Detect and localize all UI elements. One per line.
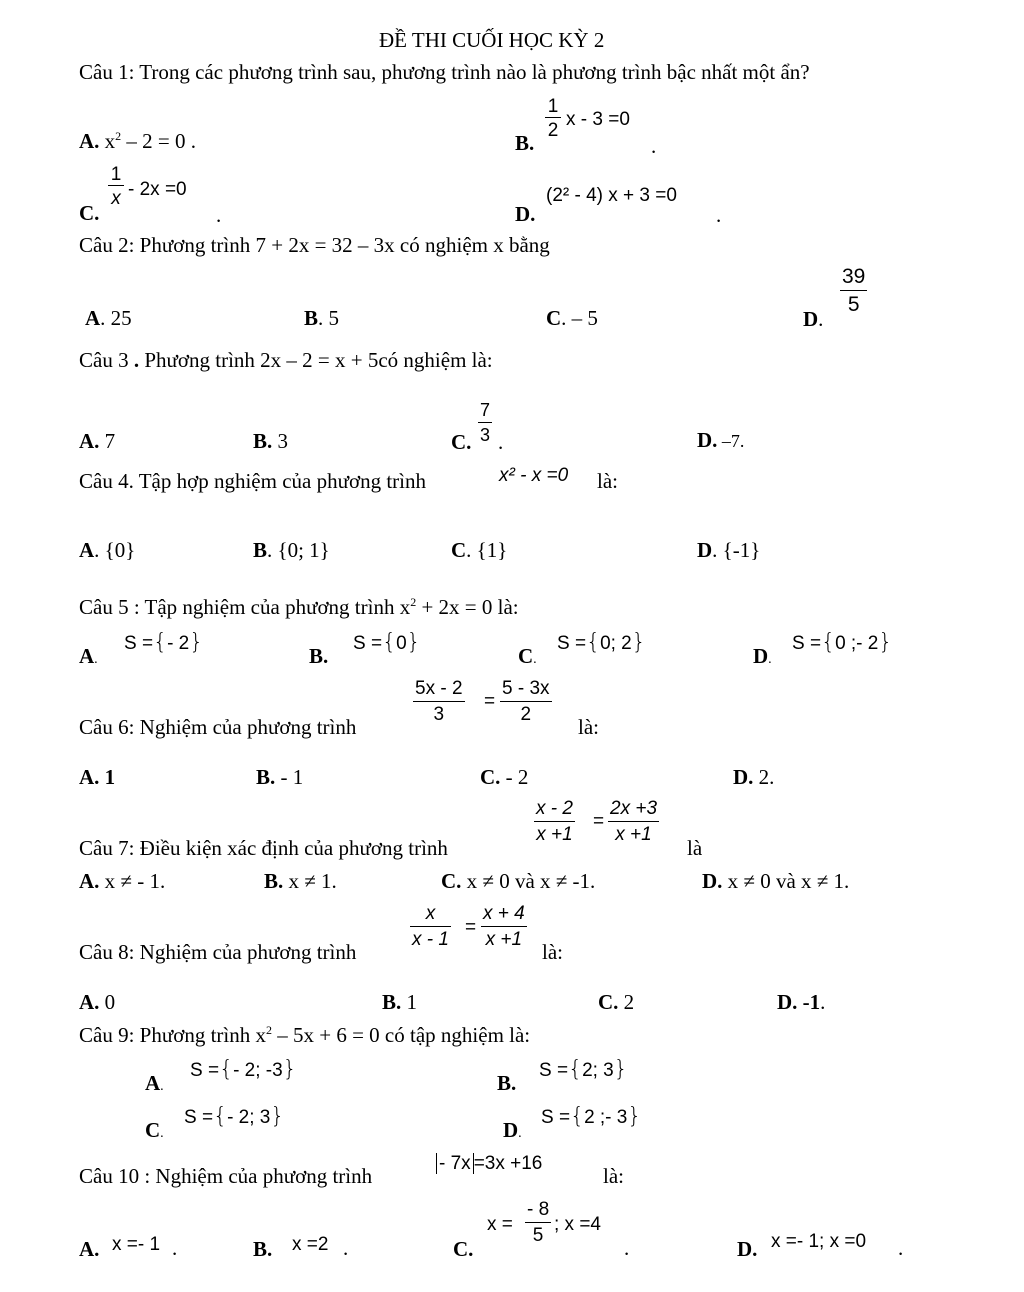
q9-a-val: - 2; -3 [233,1060,283,1081]
q9-b-eq: S = [539,1060,569,1081]
q10-after: là: [603,1164,624,1188]
q10-c-dot: . [624,1236,630,1260]
q7-c-value: x ≠ 0 và x ≠ -1. [461,869,596,893]
q4-equation: x² - x =0 [499,465,569,486]
q3-c-dot: . [498,430,504,454]
q10-b-value: x =2 [292,1234,329,1255]
q3-body: Phương trình 2x – 2 = x + 5có nghiệm là: [139,348,493,372]
q3-a-value: 7 [99,429,116,453]
q9-c-lbrace: { [213,1104,228,1129]
q9-d-label: D [503,1118,519,1142]
q4-c-value: . {1} [466,538,508,562]
q4-option-a [79,540,135,561]
q8-b-value: 1 [401,990,418,1014]
q10-c-label: C. [453,1237,474,1261]
q5-d-lbrace: { [821,630,836,655]
q8-b-label: B. [382,990,402,1014]
q5-c-label: C [518,644,534,668]
page-title: ĐỀ THI CUỐI HỌC KỲ 2 [379,28,605,52]
q4-option-c [451,540,507,561]
q9-b-label: B. [497,1071,517,1095]
q9-body: Câu 9: Phương trình x [79,1023,266,1047]
q1-b-label: B. [515,131,535,155]
q4-b-value: . {0; 1} [267,538,330,562]
q8-c-value: 2 [618,990,635,1014]
q7-c-label: C. [441,869,462,893]
q1-a-exp: 2 [115,129,122,143]
q7-equals: = [593,811,605,832]
q1-a-rest: – 2 = 0 . [121,129,197,153]
q5-c-rbrace: } [631,630,646,655]
q6-after: là: [578,715,599,739]
q8-d-label: D. -1 [777,990,821,1014]
q3-c-den: 3 [480,425,491,445]
q9-c-rbrace: } [270,1104,285,1129]
question-2-text: Câu 2: Phương trình 7 + 2x = 32 – 3x có nghiệm x bằng [79,233,550,257]
q5-b-label: B. [309,644,329,668]
q3-c-fraction [478,401,492,444]
q9-b-set [539,1059,628,1081]
q10-d-dot: . [898,1236,904,1260]
q5-c-dot: . [533,652,537,667]
q5-exp: 2 [410,595,417,609]
q8-option-b [382,992,417,1013]
q10-abs: - 7x [436,1153,474,1174]
q9-a-eq: S = [190,1060,220,1081]
q9-d-set [541,1106,641,1128]
q1-b-dot: . [651,134,657,158]
q3-option-b [253,431,288,452]
q4-b-label: B [253,538,268,562]
q9-a-lbrace: { [219,1057,234,1082]
question-9-text [79,1025,530,1046]
q2-c-label: C [546,306,562,330]
q5-c-set [557,632,646,654]
q10-equation [436,1154,542,1173]
q9-d-eq: S = [541,1107,571,1128]
q3-d-label: D. [697,428,718,452]
q3-b-value: 3 [272,429,289,453]
q3-option-a [79,431,115,452]
q2-d-dot: . [818,307,824,331]
q5-c-eq: S = [557,633,587,654]
q9-exp: 2 [266,1023,272,1037]
q2-b-label: B [304,306,319,330]
q8-left-fraction [410,904,451,949]
q8-r-den: x +1 [485,929,523,950]
q6-r-num: 5 - 3x [500,679,552,702]
q5-c-label-wrap [518,646,537,667]
q1-b-fraction [545,97,561,140]
q5-b-val: 0 [396,633,407,654]
q1-d-eq: (2² - 4) x + 3 =0 [546,185,677,206]
q6-b-label: B. [256,765,276,789]
q5-d-dot: . [768,652,772,667]
q8-l-den: x - 1 [412,929,449,950]
q1-a-x: x [104,129,116,153]
q7-d-label: D. [702,869,723,893]
q5-d-label-wrap [753,646,772,667]
q4-option-d [697,540,760,561]
q7-a-value: x ≠ - 1. [99,869,166,893]
q8-c-label: C. [598,990,619,1014]
q3-d-value: –7. [717,431,745,451]
q3-label: Câu 3 [79,348,129,372]
q10-c-num: - 8 [525,1200,551,1223]
q10-d-value: x =- 1; x =0 [771,1231,867,1252]
q10-d-label: D. [737,1237,758,1261]
q9-c-label: C [145,1118,161,1142]
question-10-text: Câu 10 : Nghiệm của phương trình [79,1164,373,1188]
q10-a-value: x =- 1 [112,1234,161,1255]
q6-left-fraction [413,679,465,724]
q5-a-set [124,632,203,654]
q7-r-den: x +1 [615,824,652,845]
q2-b-value: . 5 [318,306,340,330]
q2-option-c [546,308,598,329]
q4-after: là: [597,469,618,493]
q8-option-c [598,992,634,1013]
q7-l-num: x - 2 [534,799,575,822]
q5-b-lbrace: { [382,630,397,655]
q1-d-label: D. [515,202,536,226]
q9-d-label-wrap [503,1120,522,1141]
q9-d-rbrace: } [627,1104,642,1129]
q5-b-set [353,632,421,654]
q1-c-fraction [108,165,124,208]
q7-right-fraction [608,799,659,844]
q2-d-num: 39 [840,266,867,291]
q6-d-value: 2. [753,765,775,789]
q2-a-value: . 25 [100,306,132,330]
question-1-text: Câu 1: Trong các phương trình sau, phương trình nào là phương trình bậc nhất một ẩn? [79,60,810,84]
q3-c-label: C. [451,430,472,454]
q5-body: Câu 5 : Tập nghiệm của phương trình x [79,595,411,619]
q9-d-lbrace: { [570,1104,585,1129]
q5-d-val: 0 ;- 2 [835,633,879,654]
q1-b-rest: x - 3 =0 [566,109,630,130]
q2-d-den: 5 [847,293,860,316]
q9-c-dot: . [160,1126,164,1141]
q6-r-den: 2 [520,704,532,725]
q7-after: là [687,836,703,860]
q9-d-val: 2 ;- 3 [584,1107,628,1128]
q5-a-val: - 2 [167,633,190,654]
q10-eq-rest: =3x +16 [473,1153,543,1174]
q10-c-fraction [525,1200,551,1245]
question-5-text [79,597,519,618]
q5-rest: + 2x = 0 là: [416,595,519,619]
q5-a-lbrace: { [153,630,168,655]
q4-option-b [253,540,330,561]
q8-l-num: x [410,904,451,927]
q1-c-num: 1 [110,164,122,185]
q6-l-den: 3 [433,704,445,725]
q2-option-b [304,308,339,329]
q2-c-value: . – 5 [561,306,598,330]
q9-a-rbrace: } [282,1057,297,1082]
q1-c-dot: . [216,203,222,227]
q8-a-label: A. [79,990,100,1014]
q2-d-fraction [840,266,867,315]
q7-option-d [702,871,849,892]
q5-b-rbrace: } [406,630,421,655]
q9-c-set [184,1106,284,1128]
q5-c-lbrace: { [586,630,601,655]
q1-option-a [79,131,196,152]
q10-c-den: 5 [532,1225,544,1246]
q6-option-a: A. 1 [79,765,116,789]
q7-a-label: A. [79,869,100,893]
q5-d-eq: S = [792,633,822,654]
q8-after: là: [542,940,563,964]
q9-d-dot: . [518,1126,522,1141]
q9-a-set [190,1059,297,1081]
q6-right-fraction [500,679,552,724]
q5-a-rbrace: } [189,630,204,655]
q7-left-fraction [534,799,575,844]
q9-b-rbrace: } [613,1057,628,1082]
q9-a-dot: . [160,1079,164,1094]
q1-d-dot: . [716,203,722,227]
q7-option-c [441,871,595,892]
q8-equals: = [465,917,477,938]
q5-a-dot: . [94,652,98,667]
q9-a-label: A [145,1071,161,1095]
q4-a-value: . {0} [94,538,136,562]
q10-b-dot: . [343,1236,349,1260]
q3-option-d [697,430,744,451]
q1-a-label: A. [79,129,100,153]
q1-c-rest: - 2x =0 [128,179,187,200]
q9-b-val: 2; 3 [582,1060,614,1081]
q7-option-b [264,871,337,892]
q1-b-num: 1 [547,96,559,117]
q8-r-num: x + 4 [481,904,527,927]
q8-right-fraction [481,904,527,949]
q7-r-num: 2x +3 [608,799,659,822]
q6-b-value: - 1 [275,765,304,789]
q3-bold-dot: . [128,348,140,372]
q2-option-a [85,308,132,329]
q7-l-den: x +1 [536,824,573,845]
q9-c-label-wrap [145,1120,164,1141]
q10-c-post: ; x =4 [554,1214,601,1235]
q6-c-label: C. [480,765,501,789]
q7-option-a [79,871,165,892]
q1-b-den: 2 [547,120,559,141]
q9-c-eq: S = [184,1107,214,1128]
q2-option-d [803,309,823,330]
q9-c-val: - 2; 3 [227,1107,271,1128]
q3-b-label: B. [253,429,273,453]
q4-c-label: C [451,538,467,562]
q4-d-label: D [697,538,713,562]
q9-b-lbrace: { [568,1057,583,1082]
q7-b-value: x ≠ 1. [283,869,337,893]
q6-option-b [256,767,303,788]
question-6-text: Câu 6: Nghiệm của phương trình [79,715,357,739]
q1-c-label: C. [79,201,100,225]
q10-b-label: B. [253,1237,273,1261]
q6-option-c [480,767,528,788]
q8-option-d [777,992,825,1013]
q7-b-label: B. [264,869,284,893]
q5-d-label: D [753,644,769,668]
q4-a-label: A [79,538,95,562]
q2-d-label: D [803,307,819,331]
q9-a-label-wrap [145,1073,164,1094]
q3-c-num: 7 [478,401,492,423]
q8-d-dot: . [820,990,826,1014]
q5-a-label: A [79,644,95,668]
q8-a-value: 0 [99,990,116,1014]
question-7-text: Câu 7: Điều kiện xác định của phương trình [79,836,448,860]
q10-c-pre: x = [487,1214,513,1235]
q3-a-label: A. [79,429,100,453]
q4-d-value: . {-1} [712,538,761,562]
q6-option-d [733,767,774,788]
q8-option-a [79,992,115,1013]
question-3-text [79,350,493,371]
q5-d-set [792,632,892,654]
q6-c-value: - 2 [500,765,529,789]
q6-equals: = [484,691,496,712]
q7-d-value: x ≠ 0 và x ≠ 1. [722,869,850,893]
q2-a-label: A [85,306,101,330]
q5-d-rbrace: } [878,630,893,655]
q10-a-dot: . [172,1236,178,1260]
question-4-text: Câu 4. Tập hợp nghiệm của phương trình [79,469,426,493]
q5-c-val: 0; 2 [600,633,632,654]
q10-a-label: A. [79,1237,100,1261]
q9-rest: – 5x + 6 = 0 có tập nghiệm là: [272,1023,531,1047]
q6-d-label: D. [733,765,754,789]
q5-b-eq: S = [353,633,383,654]
question-8-text: Câu 8: Nghiệm của phương trình [79,940,357,964]
q1-c-den: x [111,188,121,209]
q6-l-num: 5x - 2 [413,679,465,702]
q5-a-eq: S = [124,633,154,654]
q5-a-label-wrap [79,646,98,667]
